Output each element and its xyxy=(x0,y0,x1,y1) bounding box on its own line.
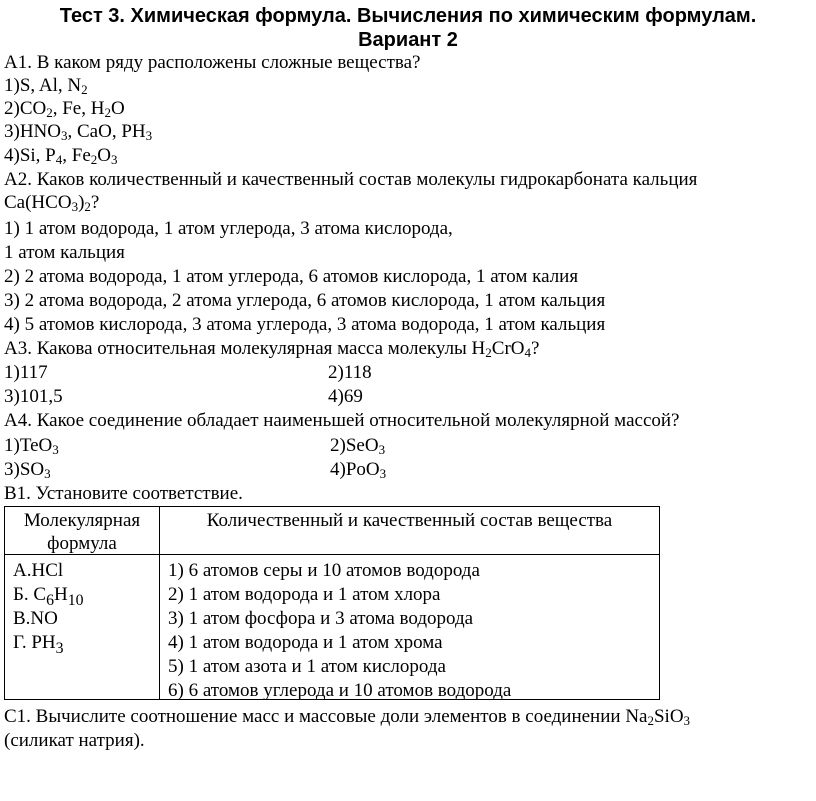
a1-option-3: $3)HNO_3$, CaO, $PH_3$ xyxy=(4,121,153,143)
a3-option-2: 2)118 xyxy=(328,362,372,383)
composition-item: 1) 6 атомов серы и 10 атомов водорода xyxy=(168,560,480,581)
question-b1: В1. Установите соответствие. xyxy=(4,483,243,504)
question-c1: С1. Вычислите соотношение масс и массовые доли элементов в соединении $Na_2SiO_3$ xyxy=(4,706,691,728)
matching-table xyxy=(4,506,660,700)
a3-options-row-1 xyxy=(4,361,372,384)
variant-title: Вариант 2 xyxy=(358,29,458,51)
a4-option-2: 2)SeO$_3$ xyxy=(330,435,386,457)
formula-item: Б. $C_6H_{10}$ xyxy=(13,584,84,609)
a4-options-row-2 xyxy=(4,458,387,481)
a4-option-1: 1)TeO$_3$ xyxy=(4,435,59,457)
a1-option-2: $2)CO_2$, Fe, $H_2O$ xyxy=(4,98,125,120)
a3-option-4: 4)69 xyxy=(328,386,363,407)
formula-column xyxy=(5,559,159,655)
a2-option-1: 1) 1 атом водорода, 1 атом углерода, 3 атома кислорода, xyxy=(4,218,453,239)
question-a2: А2. Каков количественный и качественный состав молекулы гидрокарбоната кальция xyxy=(4,169,698,190)
a3-options-row-2 xyxy=(4,385,363,408)
a4-options-row-1 xyxy=(4,434,386,457)
composition-item: 2) 1 атом водорода и 1 атом хлора xyxy=(168,584,441,605)
composition-column xyxy=(160,559,659,703)
a2-option-3: 3) 2 атома водорода, 2 атома углерода, 6 атомов кислорода, 1 атом кальция xyxy=(4,290,606,311)
a1-option-1: 1)S, Al, $N_2$ xyxy=(4,75,88,97)
question-a4: А4. Какое соединение обладает наименьшей относительной молекулярной массой? xyxy=(4,410,680,431)
composition-item: 5) 1 атом азота и 1 атом кислорода xyxy=(168,656,446,677)
formula-item: В.NO xyxy=(13,608,58,629)
composition-item: 6) 6 атомов углерода и 10 атомов водорода xyxy=(168,680,512,701)
question-a1: А1. В каком ряду расположены сложные вещества? xyxy=(4,52,421,73)
test-title: Тест 3. Химическая формула. Вычисления по химическим формулам. xyxy=(59,5,757,27)
formula-item: Г. $PH_3$ xyxy=(13,632,64,657)
formula-item: А.HCl xyxy=(13,560,64,581)
question-c1-cont: (силикат натрия). xyxy=(4,730,145,751)
question-a2-formula: $Ca(HCO_3)_2$? xyxy=(4,192,100,214)
table-header-formula: Молекулярная формула xyxy=(23,510,141,554)
a2-option-2: 2) 2 атома водорода, 1 атом углерода, 6 атомов кислорода, 1 атом калия xyxy=(4,266,579,287)
a4-option-3: $3)SO_3$ xyxy=(4,459,51,481)
a3-option-1: 1)117 xyxy=(4,362,48,383)
question-a3: А3. Какова относительная молекулярная масса молекулы $H_2CrO_4$? xyxy=(4,338,540,360)
composition-item: 4) 1 атом водорода и 1 атом хрома xyxy=(168,632,443,653)
a4-option-4: 4)PoO$_3$ xyxy=(330,459,387,481)
table-header-composition: Количественный и качественный состав вещества xyxy=(206,510,613,531)
a1-option-4: 4)Si, $P_4$, $Fe_2O_3$ xyxy=(4,145,118,167)
composition-item: 3) 1 атом фосфора и 3 атома водорода xyxy=(168,608,474,629)
a3-option-3: 3)101,5 xyxy=(4,386,63,407)
a2-option-4: 4) 5 атомов кислорода, 3 атома углерода, 3 атома водорода, 1 атом кальция xyxy=(4,314,606,335)
a2-option-1-cont: 1 атом кальция xyxy=(4,242,125,263)
